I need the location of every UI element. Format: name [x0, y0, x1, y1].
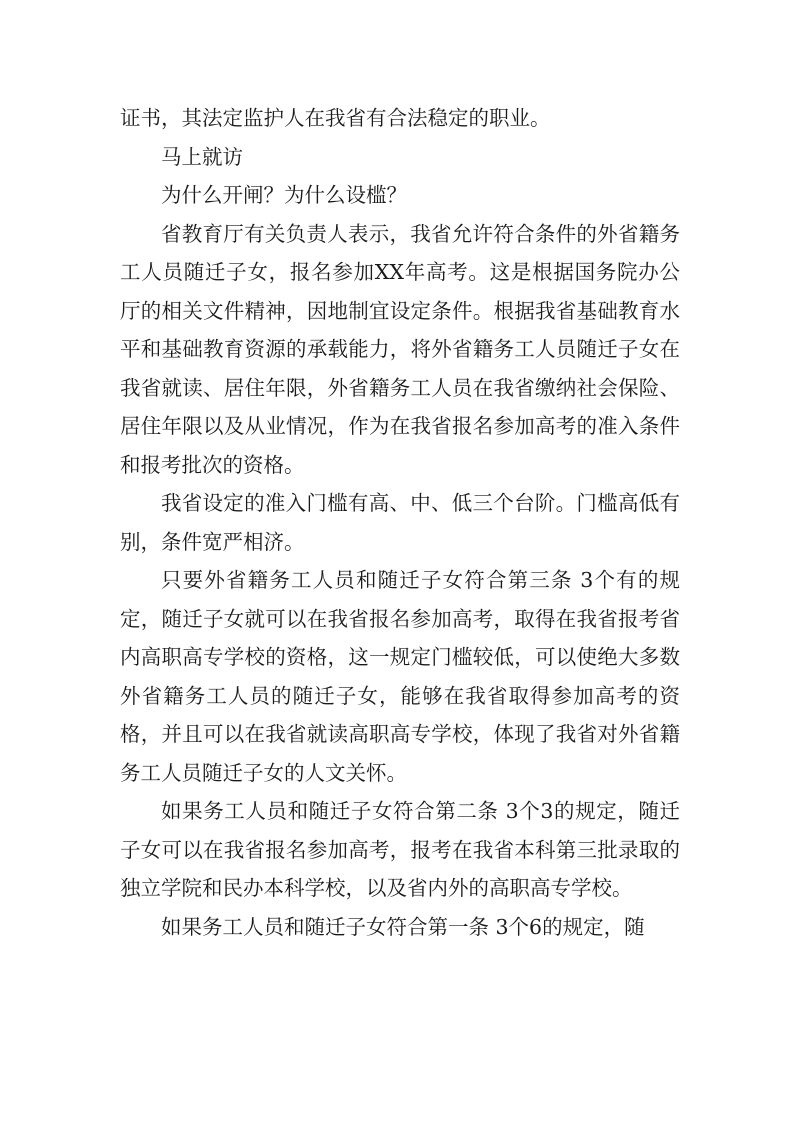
paragraph-3: 为什么开闸？为什么设槛？ [161, 183, 407, 207]
paragraph-4: 省教育厅有关负责人表示，我省允许符合条件的外省籍务工人员随迁子女，报名参加XX年高考。这是根据国务院办公厅的相关文件精神，因地制宜设定条件。根据我省基础教育水平和基础教育资源的承载能力，将外省籍务工人员随迁子女在我省就读、居住年限，外省籍务工人员在我省缴纳社会保险、居住年限以及从业情况，作为在我省报名参加高考的准入条件和报考批次的资格。 [120, 221, 680, 477]
paragraph-2: 马上就访 [161, 144, 243, 169]
paragraph-6: 只要外省籍务工人员和随迁子女符合第三条 3个有的规定，随迁子女就可以在我省报名参加高考，取得在我省报考省内高职高专学校的资格，这一规定门槛较低，可以使绝大多数外省籍务工人员的随迁子女，能够在我省取得参加高考的资格，并且可以在我省就读高职高专学校，体现了我省对外省籍务工人员随迁子女的人文关怀。 [120, 568, 680, 785]
paragraph-5: 我省设定的准入门槛有高、中、低三个台阶。门槛高低有别，条件宽严相济。 [120, 491, 680, 554]
document-body [120, 99, 680, 946]
paragraph-8: 如果务工人员和随迁子女符合第一条 3个6的规定，随 [161, 914, 645, 939]
paragraph-7: 如果务工人员和随迁子女符合第二条 3个3的规定，随迁子女可以在我省报名参加高考，报考在我省本科第三批录取的独立学院和民办本科学校，以及省内外的高职高专学校。 [120, 799, 680, 900]
paragraph-1: 证书，其法定监护人在我省有合法稳定的职业。 [120, 106, 551, 130]
